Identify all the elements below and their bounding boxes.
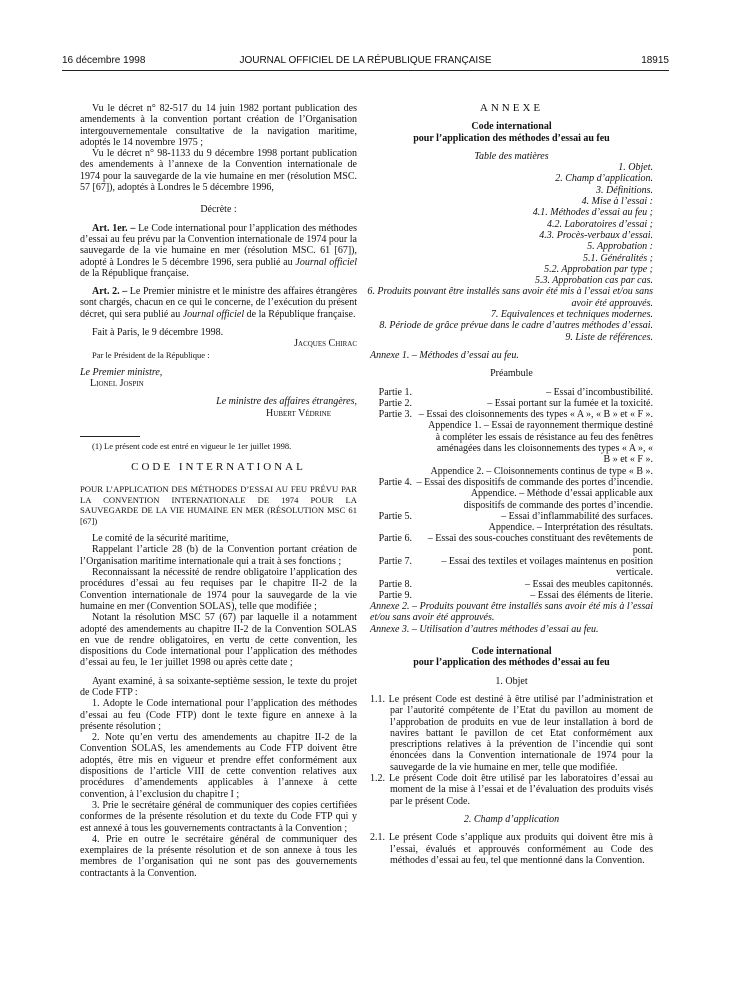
- section-1-2: 1.2. Le présent Code doit être utilisé par les laboratoires d’essai au moment de la mise à l’essai et de l’évaluation des produits visés par le présent Code.: [370, 773, 653, 807]
- preambule: Préambule: [490, 368, 533, 380]
- appendix-row: Appendice. – Interprétation des résultats.: [488, 522, 653, 534]
- toc-item: 4. Mise à l’essai :: [581, 196, 653, 208]
- part-row: Partie 7. – Essai des textiles et voilages maintenus en position verticale.: [378, 555, 653, 579]
- toc-item: 8. Période de grâce prévue dans le cadre d’autres méthodes d’essai.: [379, 320, 653, 332]
- part-row: Partie 4. – Essai des dispositifs de commande des portes d’incendie.: [378, 476, 653, 488]
- right-column: [367, 102, 653, 866]
- article-1-label: Art. 1er. –: [92, 222, 136, 234]
- comite-intro: Le comité de la sécurité maritime,: [92, 533, 229, 545]
- premier-ministre-name: Lionel Jospin: [90, 377, 144, 389]
- article-1: Art. 1er. – Le Code international pour l’application des méthodes d’essai au feu prévu par la Convention internationale de 1974 pour la sauvegarde de la vie humaine en mer (résolution MSC. 61 [67]), adopté à Londres le 5 décembre 1996, sera publié au Journal officiel de la République française.: [80, 222, 357, 279]
- annexe-code-heading-1: Code international: [471, 121, 552, 133]
- resolution-point-3: 3. Prie le secrétaire général de communiquer des copies certifiées conformes de la présente résolution et du texte du Code FTP qui y est annexé à tous les gouvernements contractants à la Convention ;: [80, 799, 357, 834]
- parts-list: [370, 387, 653, 602]
- decrete: Décrète :: [200, 204, 237, 216]
- resolution-point-2: 2. Note qu’en vertu des amendements au chapitre II-2 de la Convention SOLAS, les amendements au Code FTP doivent être adoptés, être mis en vigueur et prendre effet conformément aux dispositions de l’article VIII de cette convention relatives aux procédures d’amendements applicables à l’annexe à cette convention, à l’exclusion du chapitre I ;: [80, 732, 357, 800]
- part-row: Partie 3. – Essai des cloisonnements des types « A », « B » et « F ».: [378, 409, 653, 421]
- vu-paragraph-2: Vu le décret n° 98-1133 du 9 décembre 1998 portant publication des amendements à l’annexe de la Convention internationale de 1974 pour la sauvegarde de la vie humaine en mer (résolution MSC. 57 [67]), adoptés à Londres le 5 décembre 1996,: [80, 148, 357, 194]
- part-row: Partie 5. – Essai d’inflammabilité des surfaces.: [378, 510, 653, 522]
- rappelant: Rappelant l’article 28 (b) de la Convention portant création de l’Organisation maritime internationale qui a trait à ses fonctions ;: [80, 544, 357, 567]
- appendix-row: Appendice 2. – Cloisonnements continus de type « B ».: [430, 465, 653, 477]
- resolution-point-1: 1. Adopte le Code international pour l’application des méthodes d’essai au feu (Code FTP) dont le texte figure en annexe à la présente résolution ;: [80, 698, 357, 732]
- part-row: Partie 6. – Essai des sous-couches constituant des revêtements de pont.: [378, 533, 653, 556]
- toc-item: 5.1. Généralités ;: [583, 252, 653, 264]
- article-2-label: Art. 2. –: [92, 286, 128, 298]
- page-header: [62, 55, 669, 71]
- signature-president: Jacques Chirac: [294, 338, 357, 350]
- par-le-president: Par le Président de la République :: [92, 349, 210, 360]
- reconnaissant: Reconnaissant la nécessité de rendre obligatoire l’application des procédures d’essai au feu requises par le chapitre II-2 de la Convention internationale de 1974 pour la sauvegarde de la vie humaine en mer (Convention SOLAS), telle que modifiée ;: [80, 567, 357, 612]
- resolution-point-4: 4. Prie en outre le secrétaire général de communiquer des exemplaires de la présente résolution et de son annexe à tous les membres de l’organisation qui ne sont pas des gouvernements contractants à la Convention.: [80, 833, 357, 879]
- code-international-title: CODE INTERNATIONAL: [131, 460, 306, 473]
- footnote-rule: [80, 436, 140, 437]
- section-2-title: 2. Champ d’application: [463, 813, 560, 825]
- toc-item: 6. Produits pouvant être installés sans avoir été mis à l’essai et/ou sans avoir été approuvés.: [367, 286, 653, 309]
- section-1-title: 1. Objet: [495, 675, 528, 687]
- toc-item: 4.1. Méthodes d’essai au feu ;: [532, 207, 653, 219]
- part-row: Partie 8. – Essai des meubles capitonnés.: [378, 578, 653, 590]
- annexe-code-heading-2: pour l’application des méthodes d’essai au feu: [413, 132, 610, 144]
- ministre-title: Le ministre des affaires étrangères,: [216, 396, 357, 408]
- annexe-1-entry: Annexe 1. – Méthodes d’essai au feu.: [370, 349, 519, 361]
- part-row: Partie 1. – Essai d’incombustibilité.: [378, 386, 653, 398]
- toc-item: 4.2. Laboratoires d’essai ;: [546, 218, 653, 230]
- toc-item: 1. Objet.: [618, 162, 653, 174]
- toc-item: 7. Equivalences et techniques modernes.: [490, 309, 653, 321]
- toc-item: 9. Liste de références.: [565, 331, 653, 343]
- toc-item: 2. Champ d’application.: [555, 173, 653, 185]
- footnote: (1) Le présent code est entré en vigueur le 1er juillet 1998.: [92, 440, 292, 451]
- header-page-number: 18915: [641, 55, 669, 66]
- header-date: 16 décembre 1998: [62, 55, 146, 66]
- article-2: Art. 2. – Le Premier ministre et le ministre des affaires étrangères sont chargés, chacun en ce qui le concerne, de l’exécution du présent décret, qui sera publié au Journal officiel de la République française.: [80, 286, 357, 320]
- header-title: JOURNAL OFFICIEL DE LA RÉPUBLIQUE FRANÇAISE: [239, 55, 492, 66]
- table-of-contents: [367, 162, 653, 343]
- premier-ministre-title: Le Premier ministre,: [80, 366, 163, 378]
- toc-item: 5.2. Approbation par type ;: [544, 263, 653, 275]
- annexe-title: ANNEXE: [479, 102, 544, 114]
- part-row: Partie 9. – Essai des éléments de literie.: [378, 589, 653, 601]
- section-1-1: 1.1. Le présent Code est destiné à être utilisé par l’administration et par l’autorité compétente de l’Etat du pavillon au moment de l’approbation de produits en vue de leur installation à bord de navires battant le pavillon de cet Etat conformément aux prescriptions relatives à la prévention de l’incendie qui sont énoncées dans la Convention internationale de 1974 pour la sauvegarde de la vie humaine en mer, telle que modifiée.: [370, 693, 653, 773]
- annexe-3-entry: Annexe 3. – Utilisation d’autres méthodes d’essai au feu.: [370, 623, 599, 635]
- code-subtitle: POUR L’APPLICATION DES MÉTHODES D’ESSAI AU FEU PRÉVU PAR LA CONVENTION INTERNATIONALE DE 1974 POUR LA SAUVEGARDE DE LA VIE HUMAINE EN MER (RÉSOLUTION MSC 61 [67]): [80, 484, 357, 526]
- appendix-row: Appendice 1. – Essai de rayonnement thermique destiné à compléter les essais de résistance au feu des fenêtres aménagées dans les cloisonnements des types « A », « B » et « F ».: [428, 420, 653, 466]
- section-2-1: 2.1. Le présent Code s’applique aux produits qui doivent être mis à l’essai, évalués et approuvés conformément au Code des méthodes d’essai au feu, tel que mentionné dans la Convention.: [370, 832, 653, 866]
- appendix-row: Appendice. – Méthode d’essai applicable aux dispositifs de commande des portes d’incendie.: [463, 488, 653, 511]
- notant: Notant la résolution MSC 57 (67) par laquelle il a notamment adopté des amendements au chapitre II-2 de la Convention SOLAS en vue de rendre obligatoires, en vertu de cette convention, les dispositions du Code international pour l’application des méthodes d’essai au feu, le 1er juillet 1998 ou après cette date ;: [80, 612, 357, 669]
- header-rule: [62, 70, 669, 71]
- code-heading-1: Code international: [471, 646, 552, 658]
- code-heading-2: pour l’application des méthodes d’essai au feu: [413, 657, 610, 669]
- toc-item: 5. Approbation :: [587, 241, 653, 253]
- ministre-name: Hubert Védrine: [266, 407, 331, 419]
- fait-a-paris: Fait à Paris, le 9 décembre 1998.: [92, 327, 224, 339]
- toc-item: 5.3. Approbation cas par cas.: [534, 275, 653, 287]
- toc-title: Table des matières: [474, 150, 549, 162]
- left-column: [80, 103, 357, 879]
- vu-paragraph-1: Vu le décret n° 82-517 du 14 juin 1982 portant publication des amendements à la convention portant création de l’Organisation intergouvernementale consultative de la navigation maritime, adoptés le 14 novembre 1975 ;: [80, 103, 357, 148]
- toc-item: 3. Définitions.: [596, 184, 653, 196]
- ayant-examine: Ayant examiné, à sa soixante-septième session, le texte du projet de Code FTP :: [80, 675, 357, 698]
- part-row: Partie 2. – Essai portant sur la fumée et la toxicité.: [378, 397, 653, 409]
- toc-item: 4.3. Procès-verbaux d’essai.: [539, 229, 653, 241]
- annexe-2-entry: Annexe 2. – Produits pouvant être installés sans avoir été mis à l’essai et/ou sans avoir été approuvés.: [370, 601, 653, 624]
